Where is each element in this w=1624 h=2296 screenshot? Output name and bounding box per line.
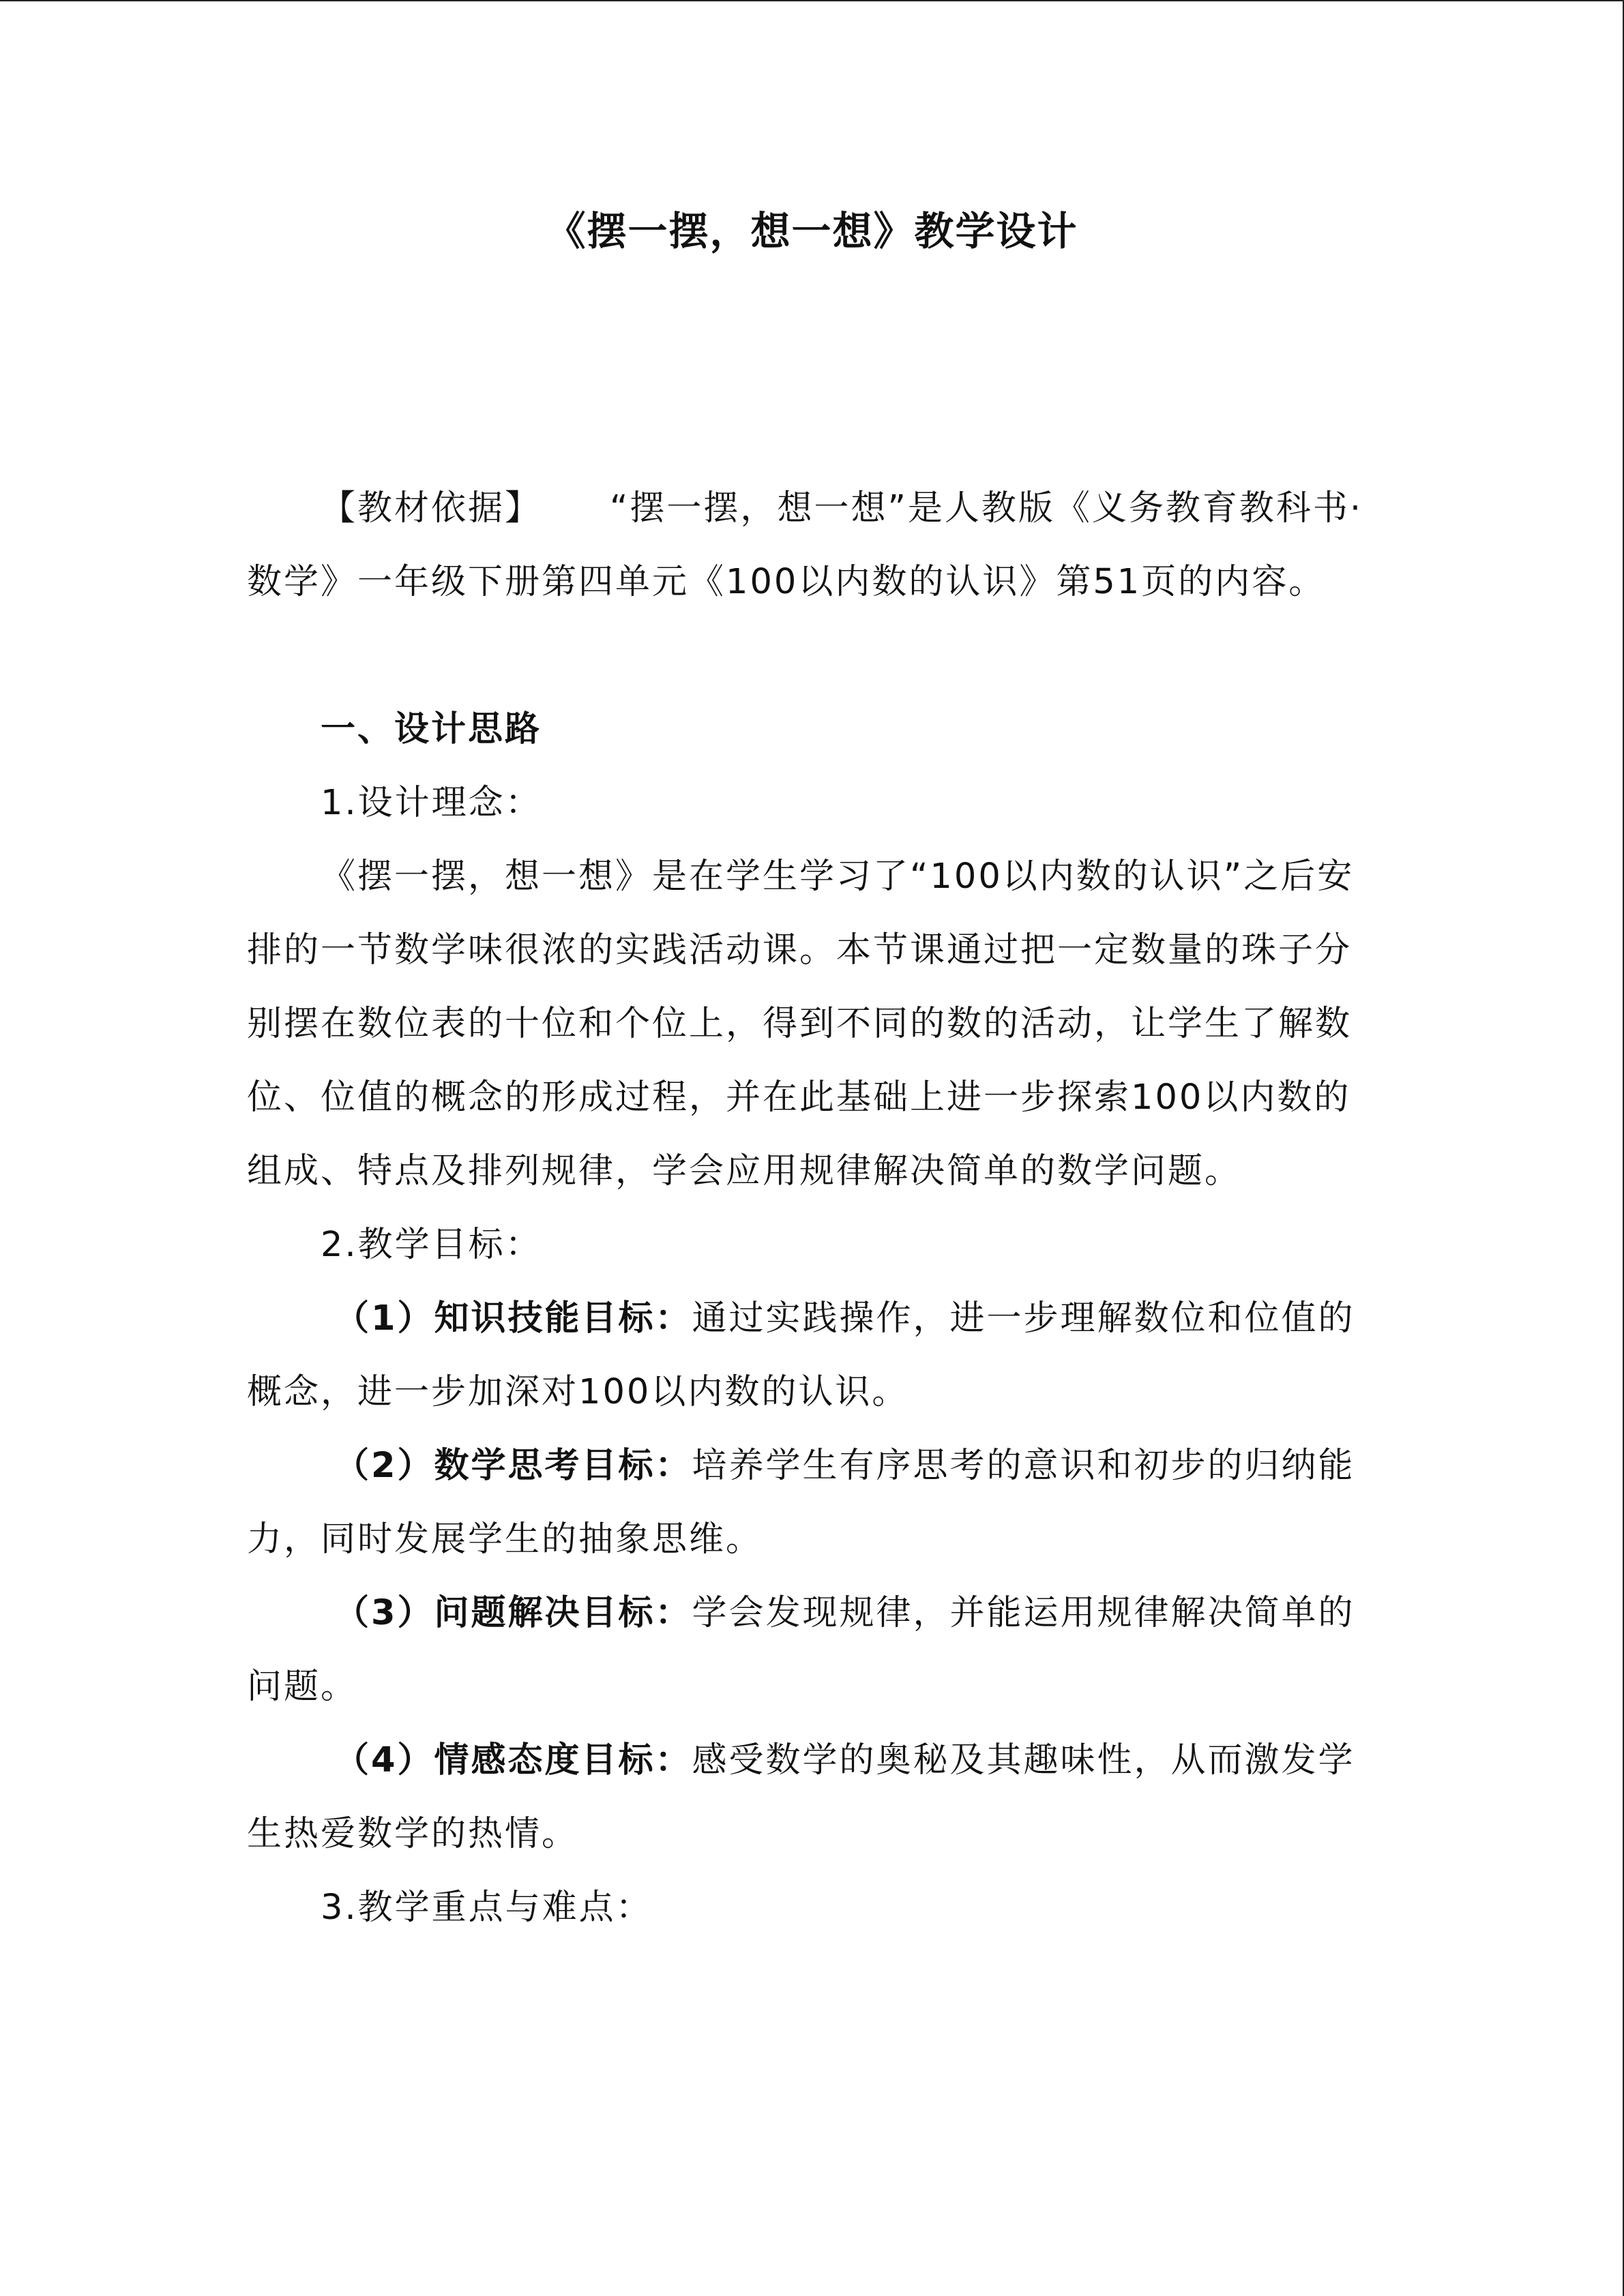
goals-heading: 2.教学目标： [321,1225,542,1265]
document-title: 《摆一摆，想一想》教学设计 [546,208,1078,254]
concept-paragraph: 《摆一摆，想一想》是在学生学习了“100以内数的认识”之后安排的一节数学味很浓的实践活动课。本节课通过把一定数量的珠子分别摆在数位表的十位和个位上，得到不同的数的活动，让学生了解数位、位值的概念的形成过程，并在此基础上进一步探索100以内数的组成、特点及排列规律，学会应用规律解决简单的数学问题。 [247,856,1355,1191]
concept-heading: 1.设计理念： [321,783,542,823]
goal-label: （3）问题解决目标： [334,1593,692,1633]
goal-text: 感受数学的奥秘及其趣味性，从而激发学生热爱数学的热情。 [247,1740,1355,1854]
goal-item-thinking [247,1429,1379,1577]
goal-text: 通过实践操作，进一步理解数位和位值的概念，进一步加深对100以内数的认识。 [247,1298,1355,1412]
basis-paragraph [247,472,1379,619]
basis-text: “摆一摆，想一想”是人教版《义务教育教科书·数学》一年级下册第四单元《100以内数的认识》第51页的内容。 [247,488,1363,602]
goal-item-attitude [247,1724,1379,1871]
basis-label: 【教材依据】 [321,488,542,528]
goal-text: 培养学生有序思考的意识和初步的归纳能力，同时发展学生的抽象思维。 [247,1446,1355,1560]
goal-item-problem-solving [247,1577,1379,1724]
section-heading-design: 一、设计思路 [321,709,542,749]
paragraph-gap [247,619,1379,693]
goal-text: 学会发现规律，并能运用规律解决简单的问题。 [247,1593,1355,1707]
goal-item-knowledge [247,1282,1379,1429]
goal-label: （1）知识技能目标： [334,1298,692,1339]
goal-label: （2）数学思考目标： [334,1446,692,1486]
goal-label: （4）情感态度目标： [334,1740,692,1780]
keypoints-heading: 3.教学重点与难点： [321,1888,653,1928]
document-body [247,472,1379,1945]
